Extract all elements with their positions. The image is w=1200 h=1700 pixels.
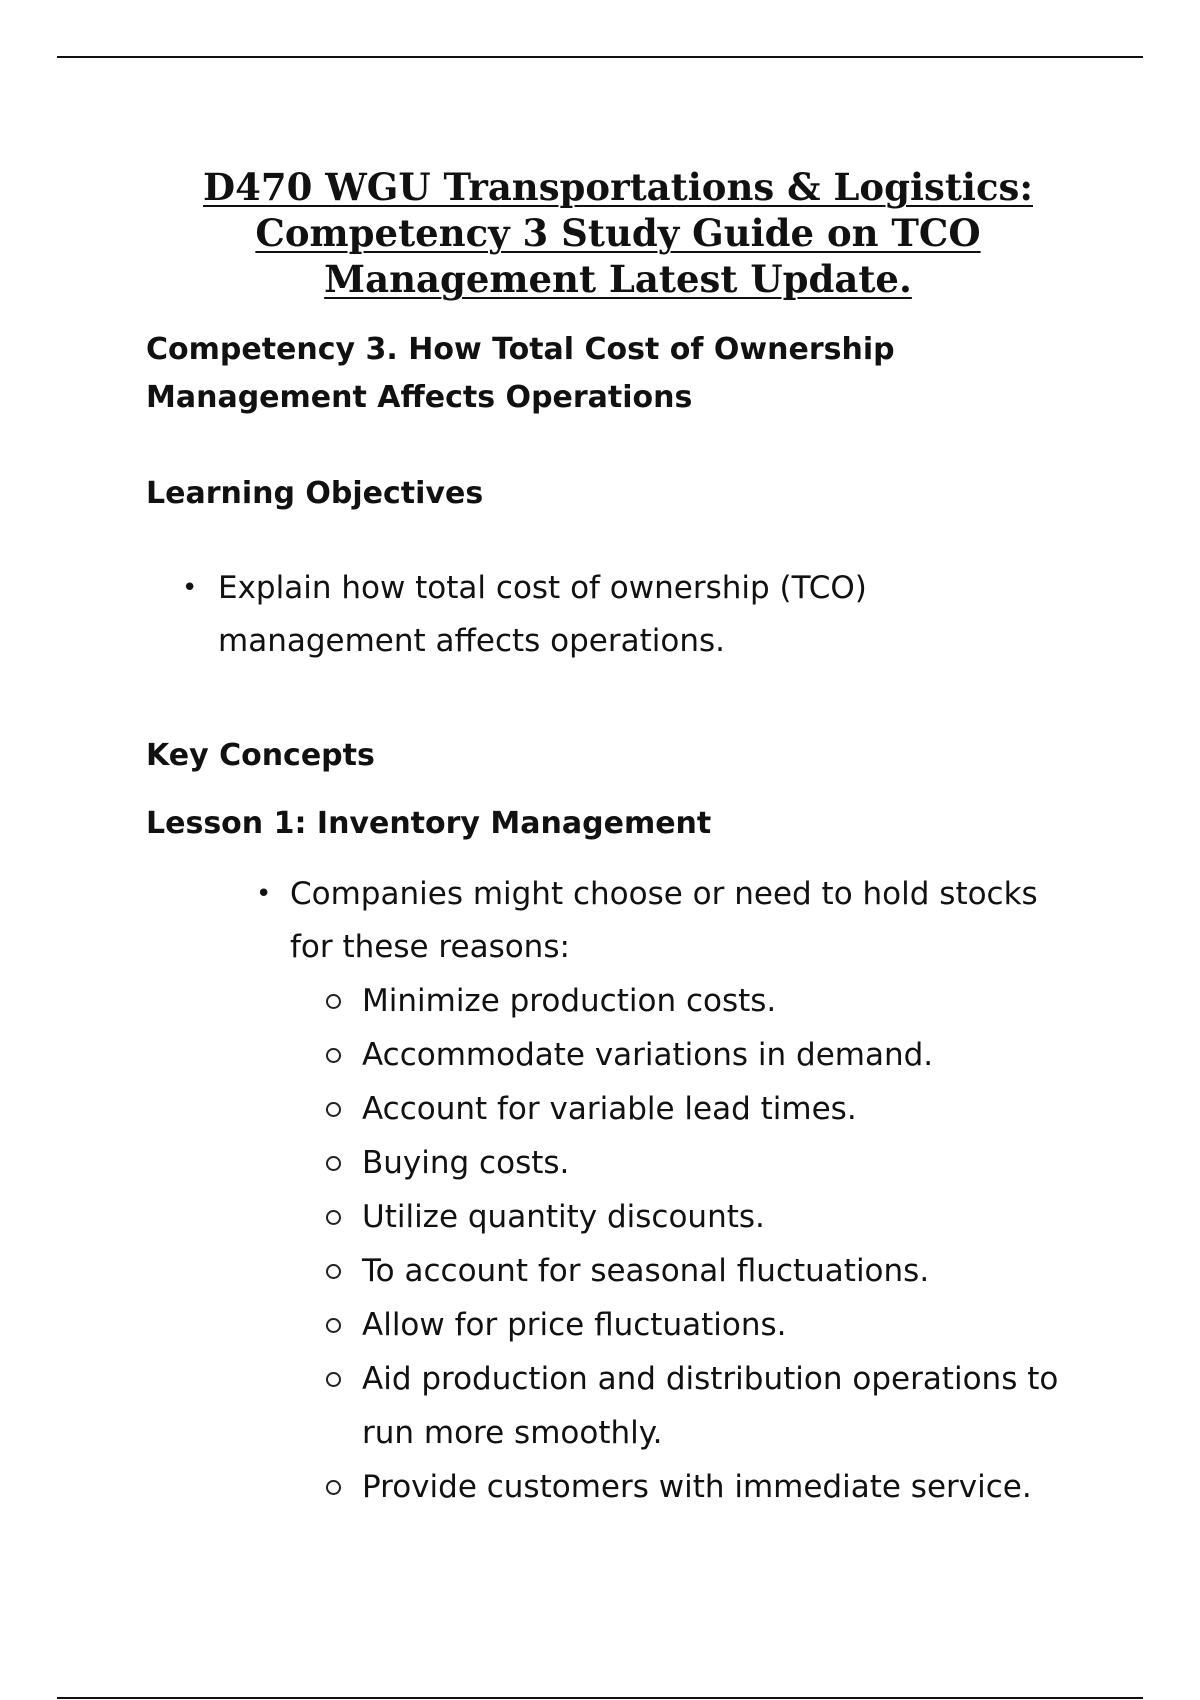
key-concepts-heading: Key Concepts [146,738,375,773]
list-item: Provide customers with immediate service. [362,1460,1090,1514]
bullet-icon: • [182,573,198,603]
bullet-icon: • [256,879,272,909]
list-item: Utilize quantity discounts. [362,1190,1090,1244]
title-line-1: D470 WGU Transportations & Logistics: [203,165,1033,209]
list-item [256,868,1090,974]
competency-heading: Competency 3. How Total Cost of Ownership Management Affects Operations [146,332,895,415]
objective-text: Explain how total cost of ownership (TCO) management affects operations. [218,570,867,659]
list-item: Allow for price fluctuations. [362,1298,1090,1352]
title-line-3: Management Latest Update. [324,257,912,301]
bottom-rule [57,1697,1143,1699]
circle-bullet-icon [326,1156,341,1171]
lesson-list [146,868,1090,1514]
learning-objectives-heading: Learning Objectives [146,476,484,511]
list-item: Accommodate variations in demand. [362,1028,1090,1082]
circle-bullet-icon [326,994,341,1009]
list-item: Aid production and distribution operations to run more smoothly. [362,1352,1090,1460]
reasons-list [290,974,1090,1514]
list-item: Minimize production costs. [362,974,1090,1028]
list-item: Account for variable lead times. [362,1082,1090,1136]
learning-objectives-list [146,562,918,668]
circle-bullet-icon [326,1480,341,1495]
circle-bullet-icon [326,1048,341,1063]
list-item [182,562,918,668]
document-title [146,164,1090,302]
lesson-heading: Lesson 1: Inventory Management [146,806,712,841]
circle-bullet-icon [326,1210,341,1225]
lesson-bullet-text: Companies might choose or need to hold stocks for these reasons: [290,876,1038,965]
circle-bullet-icon [326,1372,341,1387]
list-item: Buying costs. [362,1136,1090,1190]
title-line-2: Competency 3 Study Guide on TCO [255,211,981,255]
circle-bullet-icon [326,1102,341,1117]
top-rule [57,56,1143,58]
circle-bullet-icon [326,1318,341,1333]
circle-bullet-icon [326,1264,341,1279]
list-item: To account for seasonal fluctuations. [362,1244,1090,1298]
document-body [146,326,1106,1514]
